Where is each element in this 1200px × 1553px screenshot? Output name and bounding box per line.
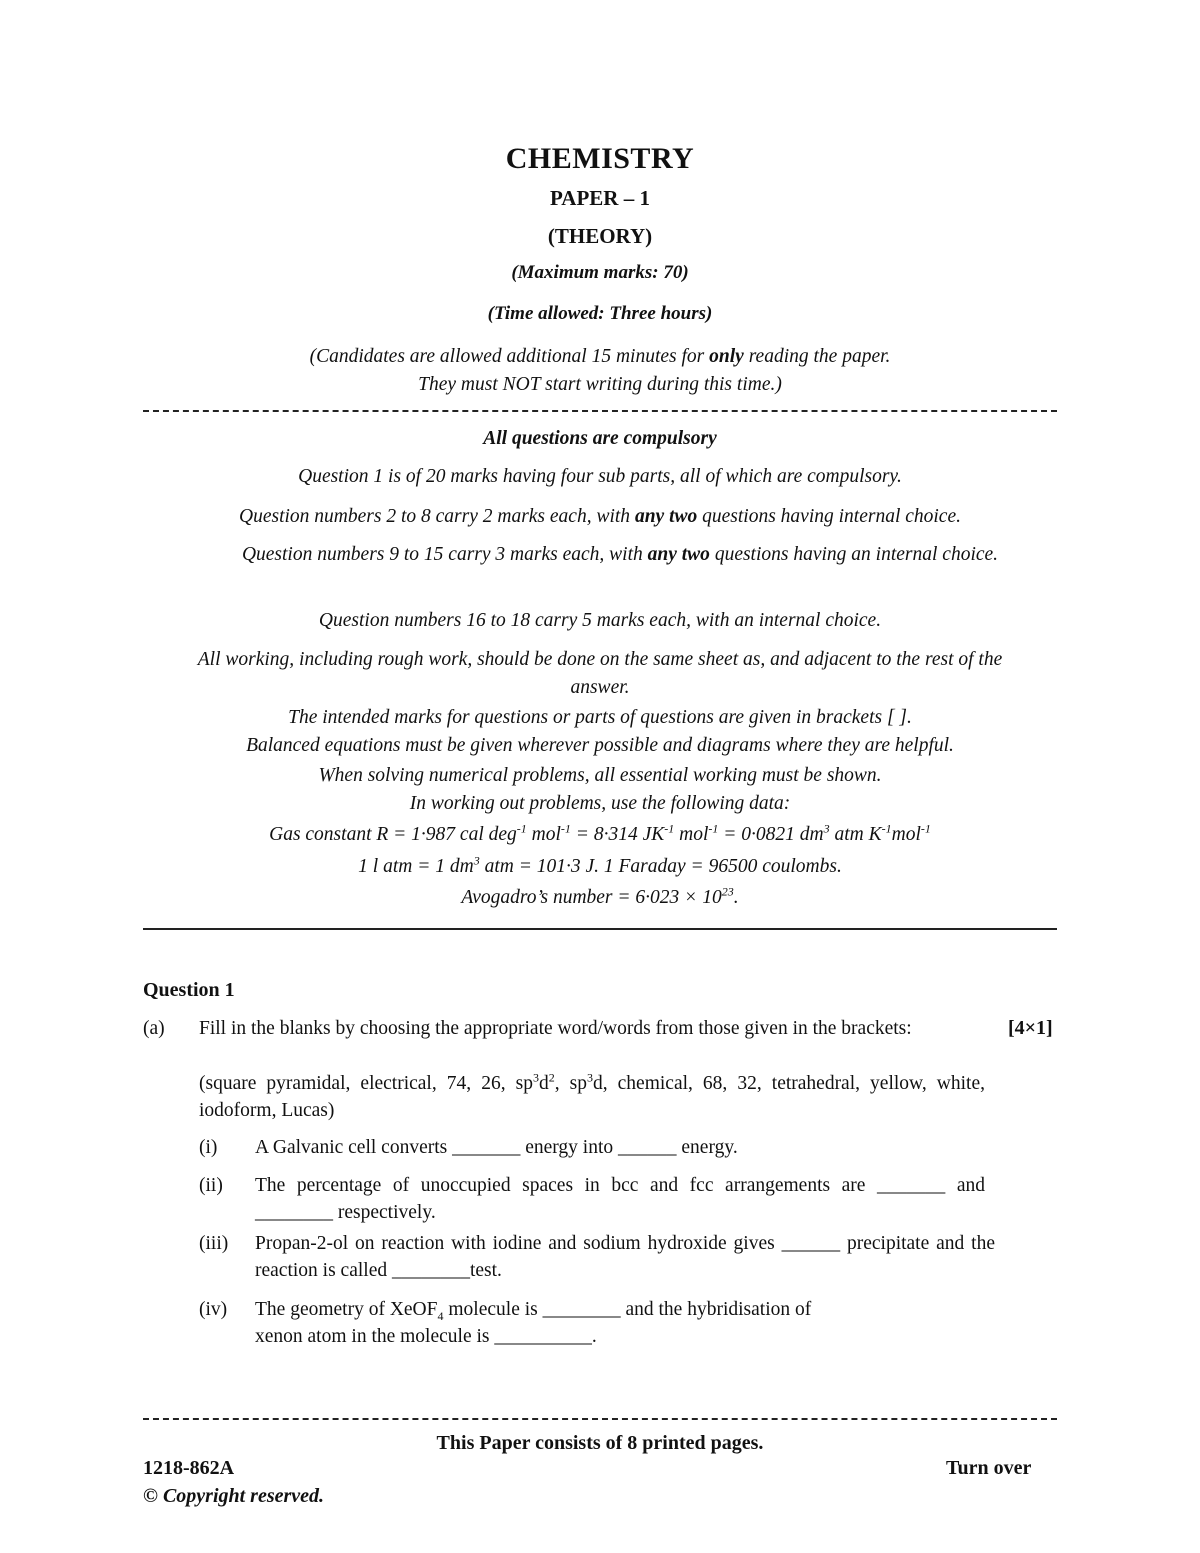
instruction-emphasis: any two (647, 544, 710, 565)
formula-text: Gas constant R = 1·987 cal deg (269, 824, 517, 845)
sub-iii-marker: (iii) (199, 1233, 229, 1254)
time-allowed: (Time allowed: Three hours) (487, 303, 713, 324)
instruction-balanced: Balanced equations must be given wherever possible and diagrams where they are helpful. (246, 735, 954, 756)
options-sup: 3 (586, 1070, 593, 1085)
question-sub: 4 (437, 1308, 444, 1323)
reading-time-note (0, 343, 1200, 399)
instruction-compulsory: All questions are compulsory (483, 428, 717, 449)
divider (143, 1418, 1057, 1420)
formula-sup: -1 (516, 821, 527, 836)
formula-sup: -1 (560, 821, 571, 836)
formula-text: mol (674, 824, 709, 845)
divider (143, 410, 1057, 412)
question-text: The geometry of XeOF (255, 1299, 438, 1320)
page-count-note: This Paper consists of 8 printed pages. (436, 1432, 764, 1454)
sub-iv-marker: (iv) (199, 1299, 228, 1320)
instruction-text: Question numbers 9 to 15 carry 3 marks each, with (241, 544, 648, 565)
formula-sup: 3 (473, 853, 480, 868)
question-text: xenon atom in the molecule is __________. (255, 1326, 597, 1347)
sub-ii-text: The percentage of unoccupied spaces in bcc and fcc arrangements are _______ and ________ respectively. (255, 1175, 985, 1223)
paper-code: 1218-862A (143, 1457, 235, 1479)
formula-sup: -1 (920, 821, 931, 836)
formula-sup: 23 (721, 884, 734, 899)
sub-i-text: A Galvanic cell converts _______ energy into ______ energy. (255, 1137, 738, 1158)
sub-iii-text: Propan-2-ol on reaction with iodine and sodium hydroxide gives ______ precipitate and the reaction is called ________test. (255, 1233, 995, 1281)
formula-text: . (733, 887, 739, 908)
instruction-question-1: Question 1 is of 20 marks having four sub parts, all of which are compulsory. (298, 466, 902, 487)
sub-iv-text (255, 1296, 975, 1350)
question-text: molecule is ________ and the hybridisation of (443, 1299, 812, 1320)
paper-type: (THEORY) (547, 224, 653, 248)
litre-atm-faraday (170, 853, 1030, 881)
formula-text: mol (526, 824, 561, 845)
instruction-text: questions having an internal choice. (709, 544, 999, 565)
formula-text: = 0·0821 dm (718, 824, 824, 845)
copyright-notice: © Copyright reserved. (143, 1485, 325, 1507)
gas-constant (140, 821, 1060, 849)
part-a-marks: [4×1] (1008, 1017, 1053, 1039)
formula-sup: 3 (823, 821, 830, 836)
options-text: d, chemical, 68, 32, tetrahedral, yellow, white, iodoform, Lucas) (199, 1073, 985, 1121)
reading-emphasis: only (709, 346, 744, 367)
instruction-emphasis: any two (634, 506, 698, 527)
options-text: (square pyramidal, electrical, 74, 26, sp (199, 1073, 533, 1094)
instruction-data-intro: In working out problems, use the following data: (409, 793, 791, 814)
answer-options (199, 1070, 985, 1124)
instruction-numerical: When solving numerical problems, all essential working must be shown. (318, 765, 882, 786)
formula-sup: -1 (664, 821, 675, 836)
instruction-text: Question numbers 2 to 8 carry 2 marks each, with (239, 506, 635, 527)
formula-sup: -1 (708, 821, 719, 836)
instruction-marks: The intended marks for questions or parts of questions are given in brackets [ ]. (288, 707, 912, 728)
formula-text: mol (891, 824, 921, 845)
question-heading: Question 1 (143, 979, 235, 1001)
maximum-marks: (Maximum marks: 70) (511, 262, 689, 283)
formula-text: = 8·314 JK (570, 824, 665, 845)
formula-text: 1 l atm = 1 dm (358, 856, 474, 877)
options-text: d (538, 1073, 549, 1094)
instruction-questions-2-8 (170, 503, 1030, 531)
paper-number: PAPER – 1 (550, 186, 650, 210)
options-sup: 3 (532, 1070, 539, 1085)
instruction-text: questions having internal choice. (697, 506, 961, 527)
formula-text: atm = 101·3 J. 1 Faraday = 96500 coulombs. (479, 856, 842, 877)
reading-text: They must NOT start writing during this time.) (418, 374, 782, 395)
turn-over-label: Turn over (946, 1457, 1032, 1479)
options-sup: 2 (548, 1070, 555, 1085)
part-a-marker: (a) (143, 1018, 165, 1039)
options-text: , sp (554, 1073, 587, 1094)
divider (143, 928, 1057, 930)
paper-title: CHEMISTRY (505, 142, 695, 175)
instruction-questions-9-15 (195, 541, 1045, 569)
reading-text: (Candidates are allowed additional 15 minutes for (309, 346, 710, 367)
avogadro-number (170, 884, 1030, 912)
formula-text: Avogadro’s number = 6·023 × 10 (461, 887, 722, 908)
reading-text: reading the paper. (743, 346, 891, 367)
part-a-text: Fill in the blanks by choosing the appropriate word/words from those given in the brackets: (199, 1018, 912, 1039)
formula-sup: -1 (881, 821, 892, 836)
instruction-questions-16-18: Question numbers 16 to 18 carry 5 marks each, with an internal choice. (318, 610, 882, 631)
instruction-working: All working, including rough work, should be done on the same sheet as, and adjacent to the rest of the answer. (197, 649, 1003, 698)
sub-i-marker: (i) (199, 1137, 218, 1158)
formula-text: atm K (829, 824, 882, 845)
sub-ii-marker: (ii) (199, 1175, 223, 1196)
